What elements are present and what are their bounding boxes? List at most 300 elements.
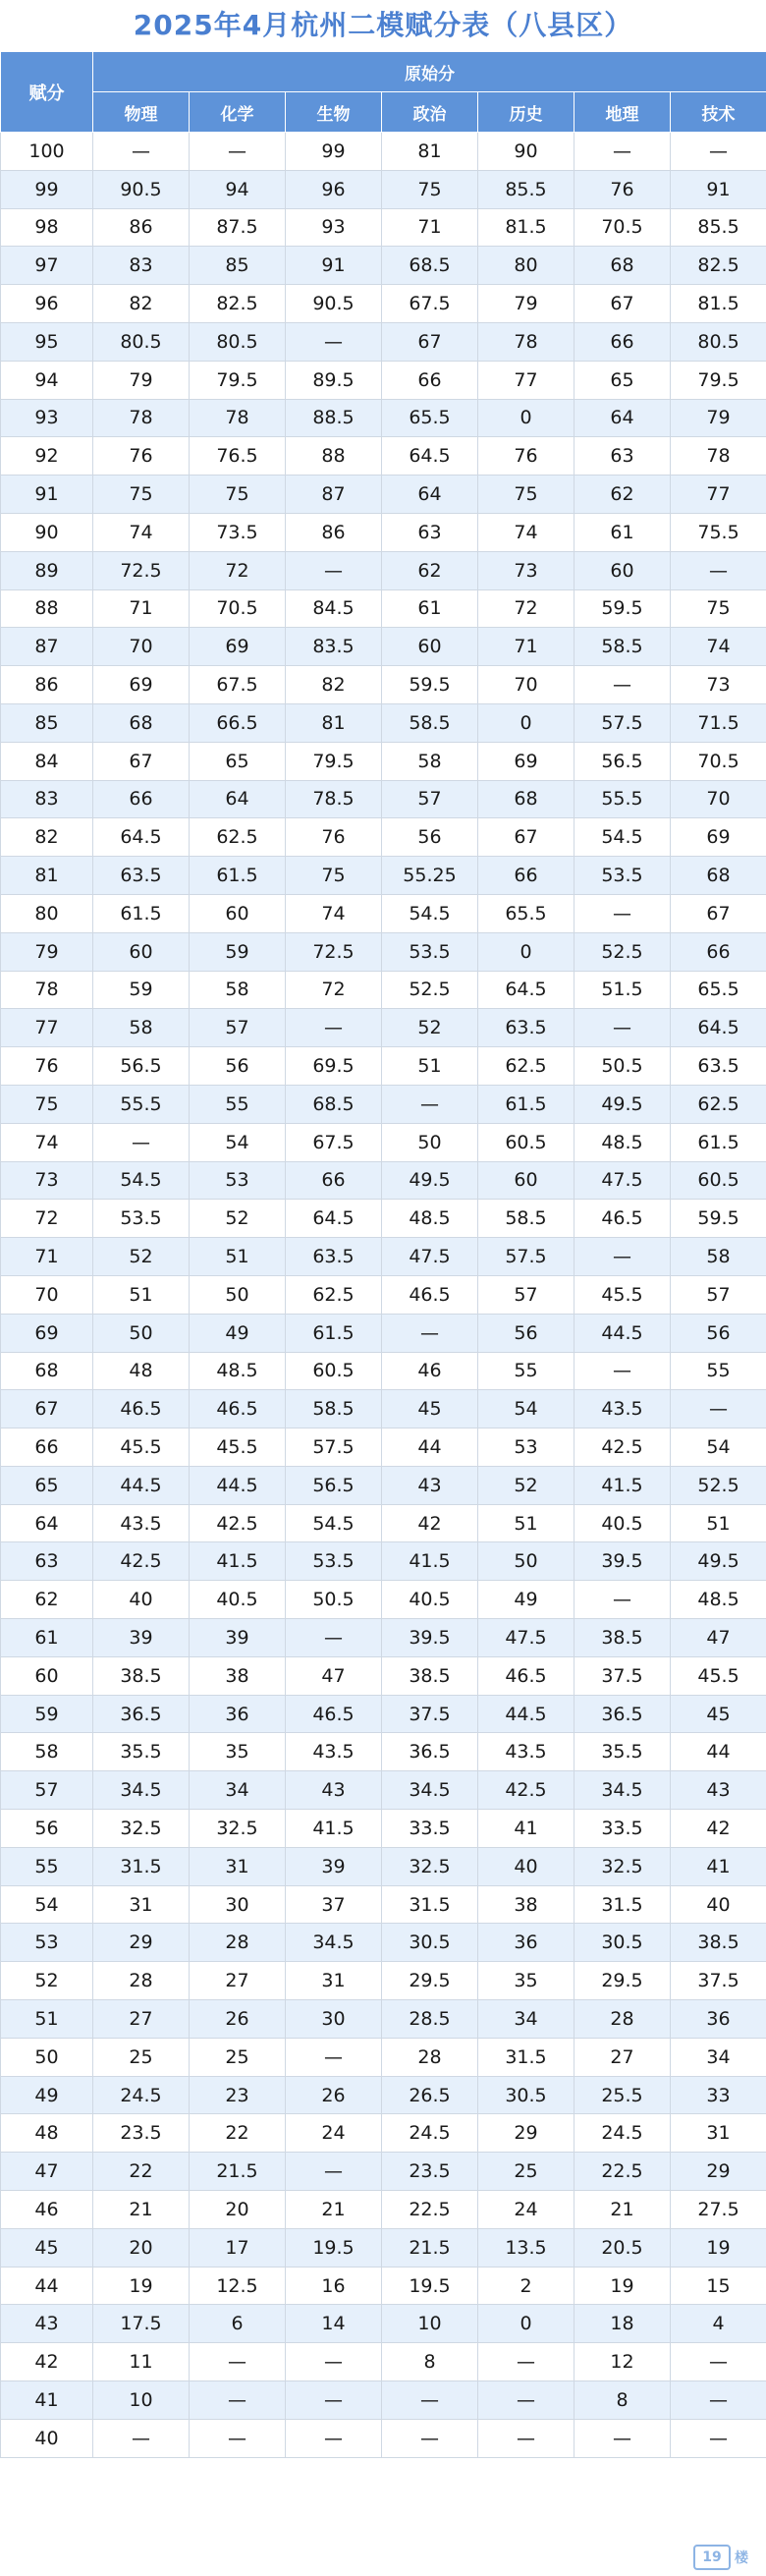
raw-score-cell: 25 [478,2153,574,2191]
raw-score-cell: 16 [286,2267,382,2305]
table-row [1,285,766,323]
raw-score-cell: 51 [93,1275,190,1314]
raw-score-cell: 53.5 [93,1200,190,1238]
raw-score-cell: 52.5 [382,971,478,1009]
raw-score-cell: 4 [671,2305,766,2343]
raw-score-cell: 62.5 [286,1275,382,1314]
raw-score-cell: 51 [382,1047,478,1086]
raw-score-cell: 32.5 [574,1847,671,1885]
raw-score-cell: — [382,2419,478,2457]
table-row [1,589,766,628]
score-cell: 43 [1,2305,93,2343]
raw-score-cell: 58.5 [286,1390,382,1428]
raw-score-cell: 67.5 [286,1123,382,1161]
raw-score-cell: 30.5 [574,1924,671,1962]
score-cell: 41 [1,2381,93,2420]
raw-score-cell: 94 [190,170,286,208]
raw-score-cell: — [93,2419,190,2457]
table-row [1,1695,766,1733]
score-cell: 42 [1,2343,93,2381]
table-row [1,1504,766,1542]
score-cell: 86 [1,666,93,704]
raw-score-cell: 47.5 [382,1238,478,1276]
header-subject-chemistry: 化学 [190,92,286,133]
raw-score-cell: 67 [671,894,766,932]
raw-score-cell: 39 [286,1847,382,1885]
raw-score-cell: 55.5 [93,1085,190,1123]
raw-score-cell: 93 [286,208,382,247]
raw-score-cell: 24.5 [93,2076,190,2114]
header-subject-history: 历史 [478,92,574,133]
raw-score-cell: 45.5 [574,1275,671,1314]
raw-score-cell: 47.5 [478,1619,574,1657]
raw-score-cell: 76 [93,437,190,476]
raw-score-cell: 37.5 [574,1656,671,1695]
header-subject-physics: 物理 [93,92,190,133]
table-row [1,1810,766,1848]
raw-score-cell: 27 [574,2038,671,2076]
raw-score-cell: 70.5 [574,208,671,247]
raw-score-cell: 73 [478,551,574,589]
raw-score-cell: 38 [478,1885,574,1924]
raw-score-cell: — [286,551,382,589]
raw-score-cell: 70 [93,628,190,666]
raw-score-cell: 49 [190,1314,286,1352]
raw-score-cell: 36.5 [93,1695,190,1733]
raw-score-cell: 41.5 [286,1810,382,1848]
raw-score-cell: 43.5 [574,1390,671,1428]
raw-score-cell: 59.5 [382,666,478,704]
raw-score-cell: 50 [478,1542,574,1581]
raw-score-cell: 73 [671,666,766,704]
raw-score-cell: 19 [574,2267,671,2305]
table-row [1,2228,766,2267]
raw-score-cell: 79 [93,361,190,399]
raw-score-cell: 24 [478,2191,574,2229]
raw-score-cell: 62.5 [190,818,286,857]
raw-score-cell: 10 [93,2381,190,2420]
raw-score-cell: 76 [286,818,382,857]
header-subject-technology: 技术 [671,92,766,133]
raw-score-cell: 57.5 [286,1428,382,1467]
raw-score-cell: 46.5 [478,1656,574,1695]
raw-score-cell: 61.5 [286,1314,382,1352]
score-cell: 68 [1,1352,93,1390]
raw-score-cell: 46 [382,1352,478,1390]
raw-score-cell: 99 [286,133,382,171]
table-row [1,1390,766,1428]
raw-score-cell: 15 [671,2267,766,2305]
table-row [1,1581,766,1619]
raw-score-cell: 62.5 [671,1085,766,1123]
raw-score-cell: — [286,1009,382,1047]
score-cell: 81 [1,857,93,895]
table-row [1,1314,766,1352]
score-cell: 73 [1,1161,93,1200]
raw-score-cell: 78 [671,437,766,476]
raw-score-cell: 0 [478,932,574,971]
raw-score-cell: 72 [478,589,574,628]
raw-score-cell: 52 [478,1466,574,1504]
raw-score-cell: 68.5 [382,247,478,285]
raw-score-cell: — [574,133,671,171]
raw-score-cell: 21 [286,2191,382,2229]
raw-score-cell: 57.5 [478,1238,574,1276]
raw-score-cell: 29 [93,1924,190,1962]
raw-score-cell: 6 [190,2305,286,2343]
score-cell: 60 [1,1656,93,1695]
raw-score-cell: 59.5 [671,1200,766,1238]
header-subject-geography: 地理 [574,92,671,133]
raw-score-cell: 40 [93,1581,190,1619]
raw-score-cell: 10 [382,2305,478,2343]
raw-score-cell: 45.5 [190,1428,286,1467]
score-cell: 83 [1,780,93,818]
raw-score-cell: 41.5 [190,1542,286,1581]
raw-score-cell: 72 [190,551,286,589]
raw-score-cell: 63.5 [93,857,190,895]
score-cell: 59 [1,1695,93,1733]
raw-score-cell: 46.5 [382,1275,478,1314]
score-cell: 54 [1,1885,93,1924]
raw-score-cell: 83 [93,247,190,285]
raw-score-cell: — [574,894,671,932]
raw-score-cell: 49 [478,1581,574,1619]
score-cell: 62 [1,1581,93,1619]
raw-score-cell: 64.5 [286,1200,382,1238]
table-row [1,1238,766,1276]
raw-score-cell: 66 [382,361,478,399]
raw-score-cell: — [478,2343,574,2381]
score-cell: 93 [1,399,93,437]
raw-score-cell: 36.5 [382,1733,478,1771]
raw-score-cell: 67 [478,818,574,857]
raw-score-cell: 67 [382,322,478,361]
score-cell: 63 [1,1542,93,1581]
score-cell: 66 [1,1428,93,1467]
raw-score-cell: 40 [478,1847,574,1885]
raw-score-cell: 74 [286,894,382,932]
raw-score-cell: 46.5 [190,1390,286,1428]
raw-score-cell: 39 [190,1619,286,1657]
raw-score-cell: 56 [382,818,478,857]
raw-score-cell: 0 [478,399,574,437]
score-cell: 92 [1,437,93,476]
raw-score-cell: 82 [93,285,190,323]
raw-score-cell: 47.5 [574,1161,671,1200]
raw-score-cell: 31.5 [382,1885,478,1924]
raw-score-cell: 60.5 [478,1123,574,1161]
raw-score-cell: 55 [671,1352,766,1390]
raw-score-cell: 36 [190,1695,286,1733]
raw-score-cell: 48.5 [574,1123,671,1161]
raw-score-cell: 20 [190,2191,286,2229]
raw-score-cell: 78 [93,399,190,437]
score-cell: 71 [1,1238,93,1276]
raw-score-cell: 69.5 [286,1047,382,1086]
raw-score-cell: 66 [574,322,671,361]
watermark-logo: 19 [693,2545,731,2570]
table-row [1,932,766,971]
raw-score-cell: 68 [478,780,574,818]
raw-score-cell: 50 [93,1314,190,1352]
score-cell: 55 [1,1847,93,1885]
raw-score-cell: 33 [671,2076,766,2114]
raw-score-cell: 58.5 [574,628,671,666]
raw-score-cell: 27 [190,1962,286,2000]
raw-score-cell: 52.5 [671,1466,766,1504]
raw-score-cell: 26 [190,2000,286,2039]
raw-score-cell: 23.5 [93,2114,190,2153]
page-title: 2025年4月杭州二模赋分表（八县区） [133,9,633,41]
raw-score-cell: 50 [190,1275,286,1314]
raw-score-cell: 57.5 [574,703,671,742]
table-row [1,2305,766,2343]
raw-score-cell: 21 [93,2191,190,2229]
raw-score-cell: 28 [93,1962,190,2000]
raw-score-cell: 54.5 [382,894,478,932]
table-row [1,1428,766,1467]
table-row [1,1771,766,1810]
score-cell: 52 [1,1962,93,2000]
raw-score-cell: — [671,1390,766,1428]
raw-score-cell: 56.5 [93,1047,190,1086]
raw-score-cell: 48.5 [190,1352,286,1390]
score-cell: 58 [1,1733,93,1771]
raw-score-cell: 37 [286,1885,382,1924]
score-cell: 96 [1,285,93,323]
table-row [1,2419,766,2457]
raw-score-cell: 66.5 [190,703,286,742]
score-cell: 50 [1,2038,93,2076]
score-cell: 80 [1,894,93,932]
raw-score-cell: 59.5 [574,589,671,628]
raw-score-cell: 42.5 [93,1542,190,1581]
raw-score-cell: 46.5 [574,1200,671,1238]
score-cell: 44 [1,2267,93,2305]
raw-score-cell: 44.5 [574,1314,671,1352]
raw-score-cell: 36 [671,2000,766,2039]
raw-score-cell: 31.5 [478,2038,574,2076]
raw-score-cell: 79.5 [190,361,286,399]
raw-score-cell: 36 [478,1924,574,1962]
raw-score-cell: 66 [478,857,574,895]
raw-score-cell: 19.5 [382,2267,478,2305]
raw-score-cell: — [286,322,382,361]
raw-score-cell: 30 [286,2000,382,2039]
raw-score-cell: 69 [93,666,190,704]
raw-score-cell: 58 [190,971,286,1009]
raw-score-cell: 43.5 [478,1733,574,1771]
raw-score-cell: 42.5 [478,1771,574,1810]
raw-score-cell: 77 [671,476,766,514]
raw-score-cell: 60 [93,932,190,971]
score-cell: 77 [1,1009,93,1047]
raw-score-cell: 31 [286,1962,382,2000]
raw-score-cell: 63.5 [671,1047,766,1086]
table-row [1,1466,766,1504]
raw-score-cell: 0 [478,2305,574,2343]
raw-score-cell: 34 [190,1771,286,1810]
raw-score-cell: 68 [574,247,671,285]
watermark [693,2545,748,2570]
score-cell: 40 [1,2419,93,2457]
score-cell: 88 [1,589,93,628]
raw-score-cell: — [190,2343,286,2381]
raw-score-cell: — [671,133,766,171]
raw-score-cell: 96 [286,170,382,208]
raw-score-cell: 38.5 [93,1656,190,1695]
raw-score-cell: 49.5 [382,1161,478,1200]
table-row [1,170,766,208]
table-row [1,2153,766,2191]
raw-score-cell: 2 [478,2267,574,2305]
raw-score-cell: 85.5 [478,170,574,208]
raw-score-cell: 33.5 [382,1810,478,1848]
raw-score-cell: 45.5 [671,1656,766,1695]
raw-score-cell: — [382,2381,478,2420]
score-cell: 95 [1,322,93,361]
raw-score-cell: 40 [671,1885,766,1924]
raw-score-cell: 34 [671,2038,766,2076]
score-cell: 94 [1,361,93,399]
raw-score-cell: 82.5 [190,285,286,323]
table-row [1,2267,766,2305]
raw-score-cell: 43 [382,1466,478,1504]
raw-score-cell: 19.5 [286,2228,382,2267]
raw-score-cell: 64.5 [478,971,574,1009]
raw-score-cell: 53 [190,1161,286,1200]
raw-score-cell: 36.5 [574,1695,671,1733]
raw-score-cell: 72.5 [286,932,382,971]
raw-score-cell: 17.5 [93,2305,190,2343]
score-cell: 78 [1,971,93,1009]
table-row [1,2076,766,2114]
raw-score-cell: 57 [190,1009,286,1047]
header-subject-biology: 生物 [286,92,382,133]
table-row [1,1847,766,1885]
raw-score-cell: 8 [382,2343,478,2381]
raw-score-cell: 8 [574,2381,671,2420]
score-cell: 87 [1,628,93,666]
raw-score-cell: 68 [93,703,190,742]
raw-score-cell: 34.5 [574,1771,671,1810]
raw-score-cell: — [286,1619,382,1657]
raw-score-cell: 71 [382,208,478,247]
raw-score-cell: 28 [382,2038,478,2076]
raw-score-cell: 61.5 [478,1085,574,1123]
raw-score-cell: 79.5 [671,361,766,399]
raw-score-cell: 27 [93,2000,190,2039]
raw-score-cell: 40.5 [574,1504,671,1542]
raw-score-cell: 75 [671,589,766,628]
table-row [1,437,766,476]
raw-score-cell: — [574,666,671,704]
table-row [1,1619,766,1657]
table-body [1,133,766,2458]
raw-score-cell: 60 [382,628,478,666]
raw-score-cell: 38 [190,1656,286,1695]
raw-score-cell: — [286,2343,382,2381]
raw-score-cell: 58 [93,1009,190,1047]
raw-score-cell: 53.5 [382,932,478,971]
score-cell: 67 [1,1390,93,1428]
raw-score-cell: 34 [478,2000,574,2039]
raw-score-cell: 30 [190,1885,286,1924]
table-row [1,2343,766,2381]
score-cell: 53 [1,1924,93,1962]
raw-score-cell: 54.5 [93,1161,190,1200]
raw-score-cell: — [478,2419,574,2457]
raw-score-cell: 66 [286,1161,382,1200]
raw-score-cell: 75 [382,170,478,208]
raw-score-cell: 64.5 [93,818,190,857]
raw-score-cell: 30.5 [382,1924,478,1962]
raw-score-cell: 14 [286,2305,382,2343]
raw-score-cell: 79 [671,399,766,437]
table-row [1,1352,766,1390]
raw-score-cell: 55 [478,1352,574,1390]
raw-score-cell: 65.5 [671,971,766,1009]
score-cell: 49 [1,2076,93,2114]
raw-score-cell: 56 [478,1314,574,1352]
raw-score-cell: — [671,2381,766,2420]
raw-score-cell: 65.5 [382,399,478,437]
raw-score-cell: — [286,2419,382,2457]
raw-score-cell: 29.5 [382,1962,478,2000]
table-header-row-2 [1,92,766,133]
score-cell: 84 [1,742,93,780]
raw-score-cell: 34.5 [93,1771,190,1810]
raw-score-cell: 49.5 [574,1085,671,1123]
score-cell: 61 [1,1619,93,1657]
raw-score-cell: 60 [478,1161,574,1200]
raw-score-cell: — [478,2381,574,2420]
raw-score-cell: 54 [671,1428,766,1467]
raw-score-cell: — [382,1314,478,1352]
score-conversion-table [0,51,766,2458]
raw-score-cell: 69 [190,628,286,666]
raw-score-cell: 44.5 [93,1466,190,1504]
raw-score-cell: 81 [286,703,382,742]
raw-score-cell: — [574,1009,671,1047]
score-cell: 97 [1,247,93,285]
raw-score-cell: 45 [671,1695,766,1733]
raw-score-cell: 31 [671,2114,766,2153]
raw-score-cell: 34.5 [382,1771,478,1810]
raw-score-cell: 63 [382,513,478,551]
raw-score-cell: 26.5 [382,2076,478,2114]
score-cell: 100 [1,133,93,171]
score-cell: 79 [1,932,93,971]
raw-score-cell: 64 [382,476,478,514]
raw-score-cell: — [190,133,286,171]
raw-score-cell: 67 [93,742,190,780]
table-row [1,703,766,742]
raw-score-cell: 25 [93,2038,190,2076]
raw-score-cell: 55.5 [574,780,671,818]
raw-score-cell: — [671,551,766,589]
table-row [1,1123,766,1161]
table-row [1,971,766,1009]
raw-score-cell: 27.5 [671,2191,766,2229]
raw-score-cell: 31.5 [574,1885,671,1924]
header-subject-politics: 政治 [382,92,478,133]
table-row [1,2000,766,2039]
raw-score-cell: 85.5 [671,208,766,247]
raw-score-cell: 81 [382,133,478,171]
raw-score-cell: 46.5 [286,1695,382,1733]
